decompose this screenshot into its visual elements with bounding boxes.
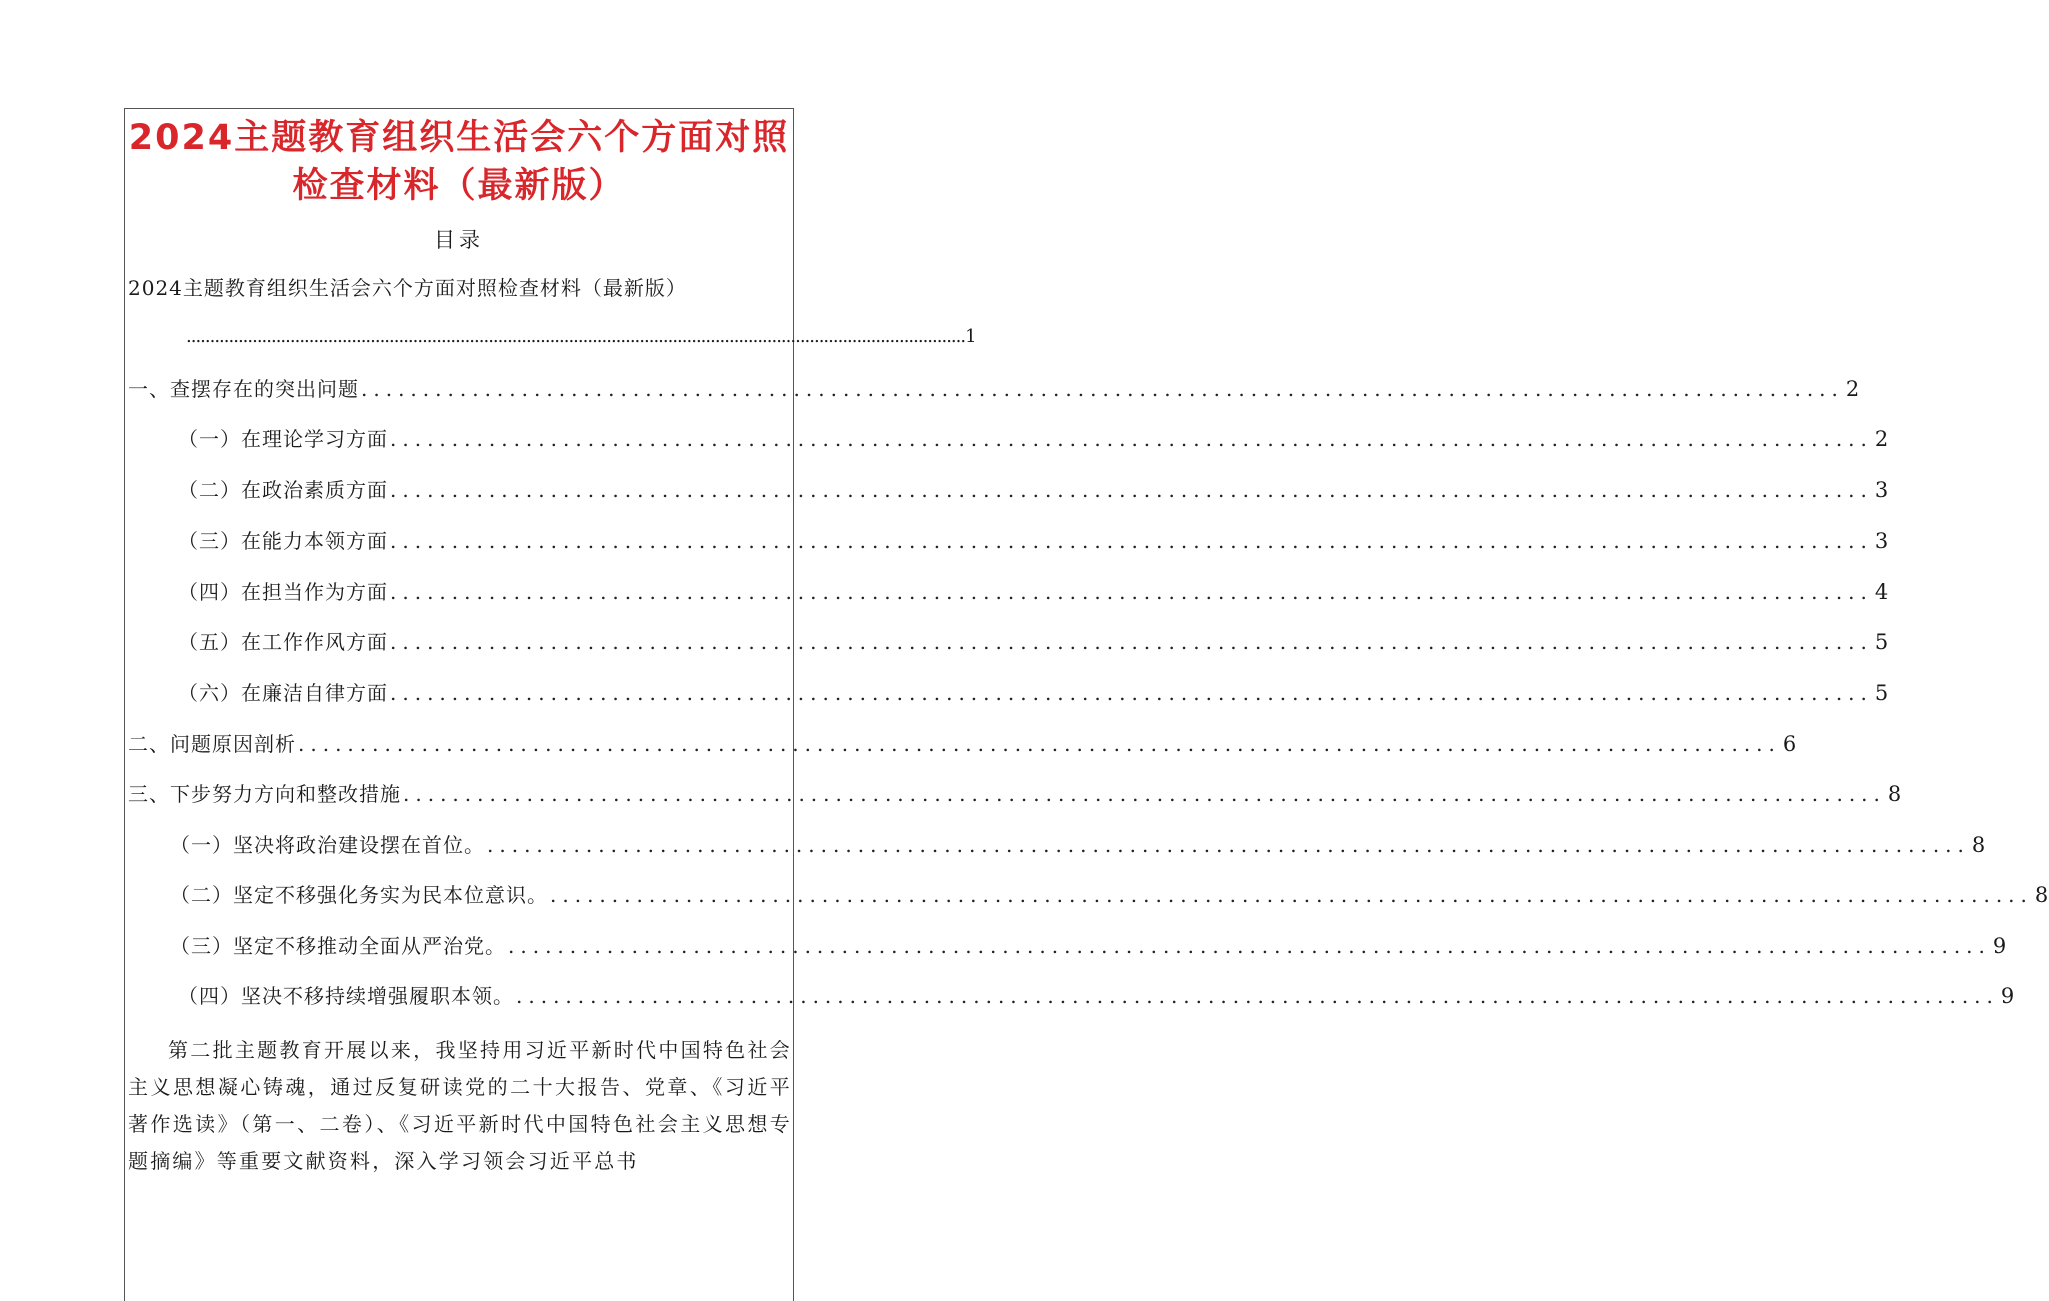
toc-leader-dots: ........................................................................................................................ (550, 883, 2033, 907)
toc-entry-label: （二）在政治素质方面 (178, 478, 388, 502)
toc-entry-page: 5 (1874, 630, 1890, 654)
toc-entry[interactable] (178, 677, 1890, 707)
toc-leader-dots: ........................................................................................................................ (390, 681, 1873, 705)
toc-leader-dots: ........................................................................................................................ (487, 833, 1970, 857)
toc-entry-page: 4 (1874, 580, 1890, 604)
document-title-line-1: 2024主题教育组织生活会六个方面对照 (128, 118, 790, 158)
toc-entry-page: 8 (2034, 883, 2049, 907)
toc-leader-dots: ........................................................................................................................ (403, 782, 1886, 806)
toc-entry[interactable] (178, 525, 1890, 555)
toc-entry-label: （二）坚定不移强化务实为民本位意识。 (170, 883, 548, 907)
toc-entry-page: 2 (1874, 427, 1890, 451)
toc-entry[interactable] (178, 980, 2016, 1010)
toc-leader-dots: ..................................................................................................................................................................... (186, 326, 966, 347)
toc-entry-label: 三、下步努力方向和整改措施 (128, 782, 401, 806)
toc-entry-label: （一）在理论学习方面 (178, 427, 388, 451)
toc-entry-page: 8 (1971, 833, 1987, 857)
toc-entry[interactable] (128, 373, 1861, 403)
toc-entry-main-page: 1 (965, 326, 977, 347)
toc-entry-label: （四）坚决不移持续增强履职本领。 (178, 984, 514, 1008)
toc-heading: 目录 (434, 228, 484, 252)
toc-entry[interactable] (178, 576, 1890, 606)
toc-entry-label: （一）坚决将政治建设摆在首位。 (170, 833, 485, 857)
toc-entry[interactable] (128, 778, 1903, 808)
toc-entry-page: 5 (1874, 681, 1890, 705)
toc-entry-page: 3 (1874, 529, 1890, 553)
document-title-line-2: 检查材料（最新版） (292, 166, 626, 206)
toc-entry-label: （六）在廉洁自律方面 (178, 681, 388, 705)
toc-leader-dots: ........................................................................................................................ (390, 478, 1873, 502)
toc-entry-label: 一、查摆存在的突出问题 (128, 377, 359, 401)
toc-leader-dots: ........................................................................................................................ (516, 984, 1999, 1008)
toc-leader-dots: ........................................................................................................................ (390, 630, 1873, 654)
toc-entry[interactable] (170, 879, 2049, 909)
toc-entry-label: （三）在能力本领方面 (178, 529, 388, 553)
toc-entry-label: （三）坚定不移推动全面从严治党。 (170, 934, 506, 958)
toc-entry[interactable] (170, 930, 2008, 960)
toc-entry-label: 二、问题原因剖析 (128, 732, 296, 756)
toc-entry-page: 8 (1887, 782, 1903, 806)
toc-entry-page: 9 (2000, 984, 2016, 1008)
toc-leader-dots: ........................................................................................................................ (298, 732, 1781, 756)
toc-entry-page: 9 (1992, 934, 2008, 958)
toc-entry[interactable] (178, 626, 1890, 656)
toc-leader-dots: ........................................................................................................................ (361, 377, 1844, 401)
toc-entry-label: （四）在担当作为方面 (178, 580, 388, 604)
toc-leader-dots: ........................................................................................................................ (390, 529, 1873, 553)
toc-entry-main-leader (186, 326, 977, 347)
toc-leader-dots: ........................................................................................................................ (508, 934, 1991, 958)
toc-entry[interactable] (178, 423, 1890, 453)
toc-entry-page: 6 (1782, 732, 1798, 756)
toc-entry-page: 3 (1874, 478, 1890, 502)
body-paragraph: 第二批主题教育开展以来，我坚持用习近平新时代中国特色社会主义思想凝心铸魂，通过反复研读党的二十大报告、党章、《习近平著作选读》（第一、二卷）、《习近平新时代中国特色社会主义思想专题摘编》等重要文献资料，深入学习领会习近平总书 (128, 1038, 792, 1173)
toc-entry[interactable] (178, 474, 1890, 504)
toc-leader-dots: ........................................................................................................................ (390, 427, 1873, 451)
toc-entry[interactable] (170, 829, 1987, 859)
toc-leader-dots: ........................................................................................................................ (390, 580, 1873, 604)
toc-entry-main-title[interactable]: 2024主题教育组织生活会六个方面对照检查材料（最新版） (128, 276, 687, 300)
toc-entry-label: （五）在工作作风方面 (178, 630, 388, 654)
toc-entry[interactable] (128, 728, 1798, 758)
toc-entry-page: 2 (1845, 377, 1861, 401)
